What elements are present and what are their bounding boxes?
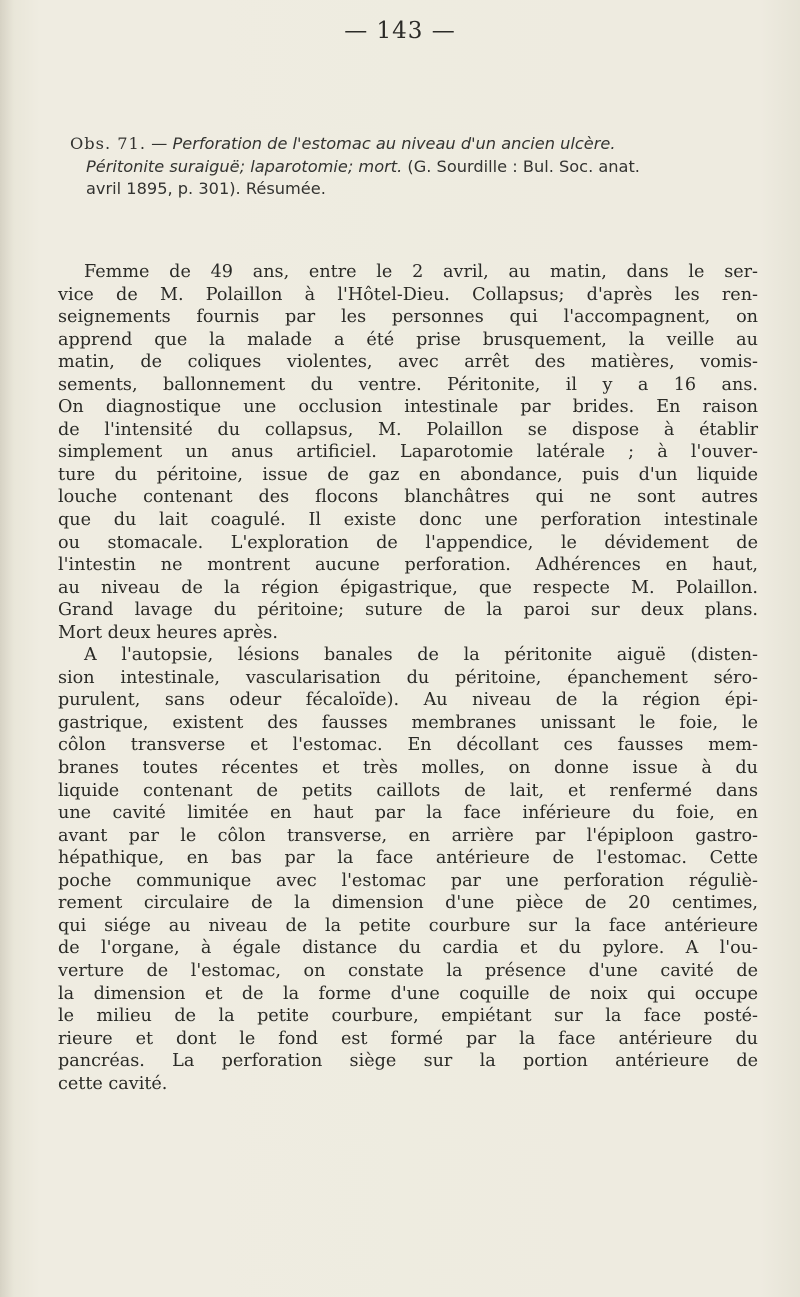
page-number: — 143 — xyxy=(344,18,456,44)
text-line: matin, de coliques violentes, avec arrêt des matières, vomis- xyxy=(58,352,758,373)
text-line: louche contenant des flocons blanchâtres qui ne sont autres xyxy=(58,487,758,508)
text-line: sements, ballonnement du ventre. Péritonite, il y a 16 ans. xyxy=(58,374,758,395)
heading-line-2 xyxy=(70,156,760,179)
text-line: ture du péritoine, issue de gaz en abondance, puis d'un liquide xyxy=(58,464,758,485)
text-line: Grand lavage du péritoine; suture de la paroi sur deux plans. xyxy=(58,600,758,621)
text-line: simplement un anus artificiel. Laparotomie latérale ; à l'ouver- xyxy=(58,442,758,463)
text-line: côlon transverse et l'estomac. En décollant ces fausses mem- xyxy=(58,735,758,756)
observation-body xyxy=(58,261,758,1095)
text-line: purulent, sans odeur fécaloïde). Au niveau de la région épi- xyxy=(58,690,758,711)
text-line: au niveau de la région épigastrique, que respecte M. Polaillon. xyxy=(58,577,758,598)
observation-reference-end: avril 1895, p. 301). Résumée. xyxy=(86,179,326,198)
text-line: apprend que la malade a été prise brusquement, la veille au xyxy=(58,329,758,350)
text-line: pancréas. La perforation siège sur la portion antérieure de xyxy=(58,1051,758,1072)
text-line: Mort deux heures après. xyxy=(58,622,278,643)
observation-title: Perforation de l'estomac au niveau d'un ancien ulcère. xyxy=(172,134,616,153)
text-line: rieure et dont le fond est formé par la face antérieure du xyxy=(58,1028,758,1049)
text-line: verture de l'estomac, on constate la présence d'une cavité de xyxy=(58,960,758,981)
text-line: liquide contenant de petits caillots de lait, et renfermé dans xyxy=(58,780,758,801)
text-line: avant par le côlon transverse, en arrière par l'épiploon gastro- xyxy=(58,825,758,846)
observation-label: Obs. 71. xyxy=(70,134,146,153)
text-line: gastrique, existent des fausses membranes unissant le foie, le xyxy=(58,712,758,733)
text-line: rement circulaire de la dimension d'une pièce de 20 centimes, xyxy=(58,893,758,914)
observation-reference: (G. Sourdille : Bul. Soc. anat. xyxy=(402,156,640,176)
text-line: On diagnostique une occlusion intestinale par brides. En raison xyxy=(58,397,758,418)
text-line: vice de M. Polaillon à l'Hôtel-Dieu. Collapsus; d'après les ren- xyxy=(58,284,758,305)
text-line: seignements fournis par les personnes qui l'accompagnent, on xyxy=(58,307,758,328)
text-line: cette cavité. xyxy=(58,1073,168,1094)
text-line: de l'intensité du collapsus, M. Polaillon se dispose à établir xyxy=(58,419,758,440)
text-line: une cavité limitée en haut par la face inférieure du foie, en xyxy=(58,803,758,824)
text-line: poche communique avec l'estomac par une perforation réguliè- xyxy=(58,870,758,891)
text-line: sion intestinale, vascularisation du péritoine, épanchement séro- xyxy=(58,667,758,688)
heading-dash: — xyxy=(145,134,173,153)
text-line: ou stomacale. L'exploration de l'appendice, le dévidement de xyxy=(58,532,758,553)
text-line: qui siége au niveau de la petite courbure sur la face antérieure xyxy=(58,915,758,936)
text-line: hépathique, en bas par la face antérieure de l'estomac. Cette xyxy=(58,848,758,869)
text-line: A l'autopsie, lésions banales de la péritonite aiguë (disten- xyxy=(84,645,758,666)
text-line: la dimension et de la forme d'une coquille de noix qui occupe xyxy=(58,983,758,1004)
observation-heading xyxy=(70,133,760,201)
text-line: que du lait coagulé. Il existe donc une perforation intestinale xyxy=(58,510,758,531)
text-line: le milieu de la petite courbure, empiétant sur la face posté- xyxy=(58,1006,758,1027)
text-line: de l'organe, à égale distance du cardia et du pylore. A l'ou- xyxy=(58,938,758,959)
heading-line-3 xyxy=(70,178,760,201)
text-line: branes toutes récentes et très molles, on donne issue à du xyxy=(58,758,758,779)
text-line: l'intestin ne montrent aucune perforation. Adhérences en haut, xyxy=(58,555,758,576)
observation-diagnosis: Péritonite suraiguë; laparotomie; mort. xyxy=(86,156,403,176)
heading-line-1 xyxy=(70,133,760,156)
text-line: Femme de 49 ans, entre le 2 avril, au matin, dans le ser- xyxy=(84,262,758,282)
